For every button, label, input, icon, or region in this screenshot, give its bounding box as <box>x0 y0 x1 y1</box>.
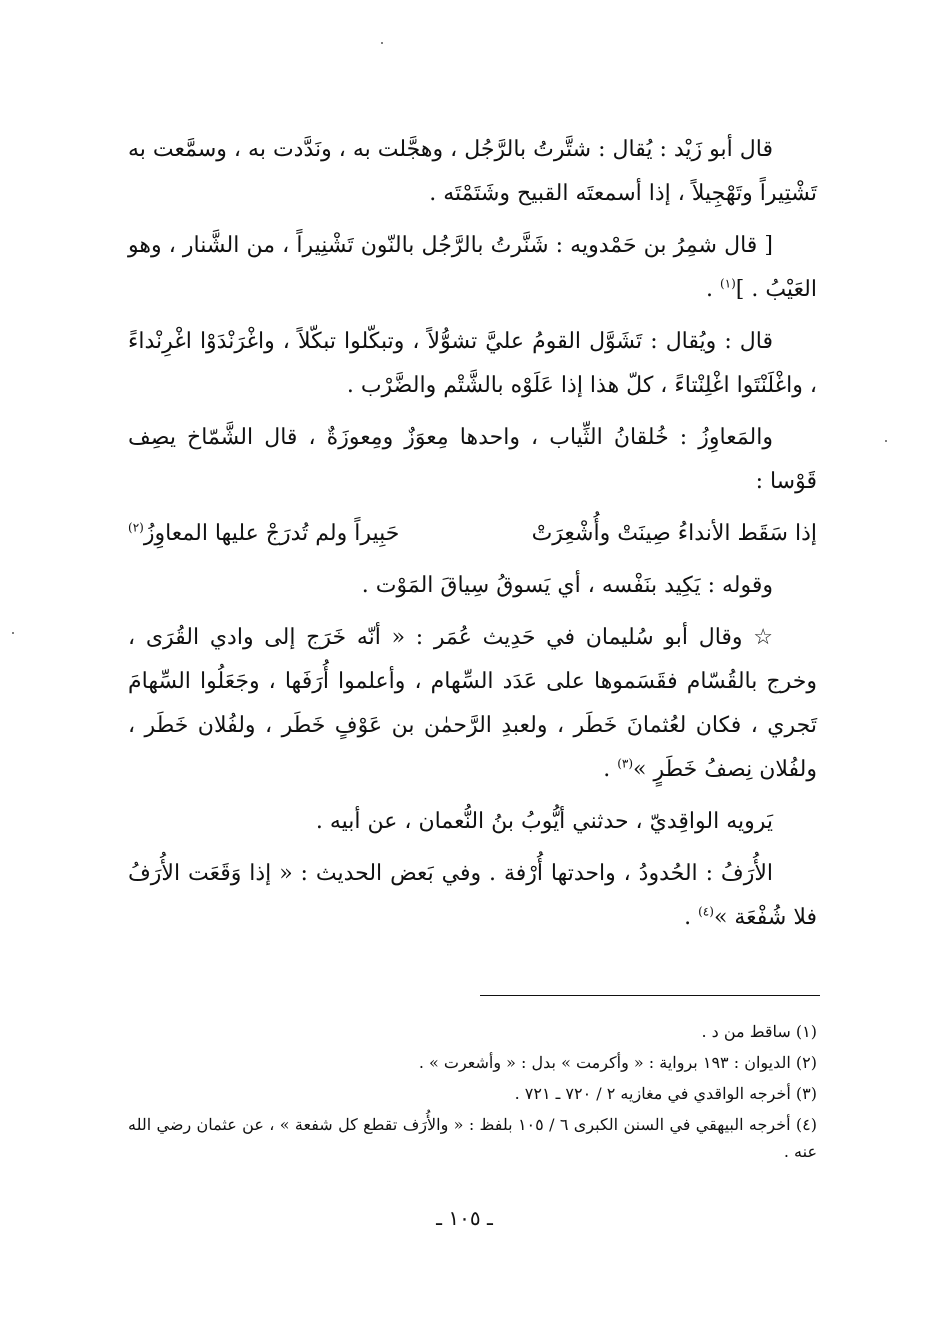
page-number: ـ ١٠٥ ـ <box>436 1206 493 1230</box>
paragraph-1: قال أبو زَيْد : يُقال : شتَّرتُ بالرَّجُل ، وهجَّلت به ، ونَدَّدت به ، وسمَّعت به تَشْتِيراً وتَهْجِيلاً ، إذا أسمعتَه القبيح وشَتَمْتَه . <box>128 137 817 206</box>
scan-speck <box>885 440 887 442</box>
footnote-3: (٣) أخرجه الواقدي في مغازيه ٢ / ٧٢٠ ـ ٧٢١ . <box>514 1084 817 1103</box>
footnote-ref-3: (٣) <box>617 756 634 771</box>
footnote-separator <box>480 995 820 996</box>
footnote-ref-1: (١) <box>719 276 736 291</box>
footnote-1: (١) ساقط من د . <box>701 1022 817 1041</box>
footnote-4: (٤) أخرجه البيهقي في السنن الكبرى ٦ / ١٠٥ بلفظ : « والأُرَف تقطع كل شفعة » ، عن عثمان رضي الله عنه . <box>128 1115 817 1161</box>
paragraph-6: ☆ وقال أبو سُليمان في حَدِيث عُمَر : « أنّه خَرَج إلى وادي القُرَى ، وخرج بالقُسّام فقَسَموها على عَدَد السِّهام ، وأعلموا أُرَفَها ، وجَعَلُوا السِّهامَ تَجري ، فكان لعُثمانَ خَطَر ، ولعبدِ الرَّحمٰن بن عَوْفٍ خَطَر ، ولفُلان خَطَر ، ولفُلان نِصفُ خَطَرٍ »$^{(٣)}$ . <box>128 625 817 782</box>
paragraph-5: وقوله : يَكِيد بنَفْسه ، أي يَسوقُ سِياقَ المَوْت . <box>361 573 773 598</box>
paragraph-2: [ قال شمِرُ بن حَمْدويه : شَنَّرتُ بالرَّجُل بالنّون تَشْنِيراً ، من الشَّنار ، وهو العَيْبُ . ]$^{(١)}$ . <box>128 233 817 302</box>
footnote-2: (٢) الديوان : ١٩٣ برواية : « وأكرمت » بدل : « وأشعرت » . <box>418 1053 817 1072</box>
scan-speck <box>381 42 383 44</box>
footnotes <box>128 1018 817 1169</box>
main-text <box>128 128 817 948</box>
verse-first-hemistich: إذا سَقَط الأنداءُ صِينَتْ وأُشْعِرَتْ <box>531 521 817 546</box>
footnote-ref-4: (٤) <box>698 904 714 919</box>
footnote-ref-2: (٢) <box>128 520 144 535</box>
paragraph-3: قال : ويُقال : تَشَوَّل القومُ عليَّ تشوُّلاً ، وتبكّلوا تبكّلاً ، واغْرَنْدَوْا اغْرِنْداءً ، واغْلَنْتَوا اغْلِنْتاءً ، كلّ هذا إذا عَلَوْه بالشَّتْم والضَّرْب . <box>128 329 817 398</box>
paragraph-7: يَرويه الواقِديّ ، حدثني أيُّوبُ بنُ النُّعمان ، عن أبيه . <box>315 809 773 834</box>
scan-speck <box>12 632 14 634</box>
verse-second-hemistich: حَبِيراً ولم تُدرَجْ عليها المعاوِزُ$^{(٢)}$ <box>128 520 400 546</box>
paragraph-8: الأُرَفُ : الحُدودُ ، واحدتها أُرْفة . وفي بَعض الحديث : « إذا وَقَعَت الأُرَفُ فلا شُفْعَة »$^{(٤)}$ . <box>128 861 817 930</box>
paragraph-4: والمَعاوِزُ : خُلقانُ الثِّياب ، واحدها مِعوَزٌ ومِعوزَةٌ ، قال الشَّمّاخ يصِف قَوْسا : <box>128 425 817 494</box>
poetry-verse <box>128 512 817 556</box>
